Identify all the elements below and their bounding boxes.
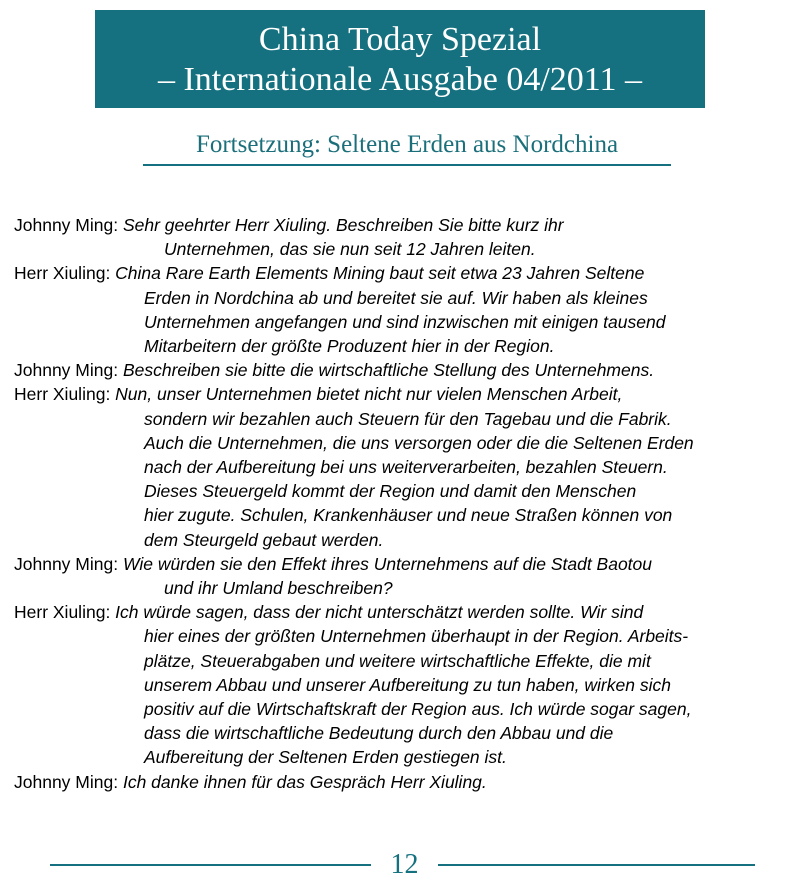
interview-entry bbox=[14, 261, 798, 358]
section-subtitle: Fortsetzung: Seltene Erden aus Nordchina bbox=[195, 131, 619, 158]
header-title-line2: – Internationale Ausgabe 04/2011 – bbox=[157, 61, 643, 98]
header-title-line1: China Today Spezial bbox=[258, 21, 542, 58]
answer-line: Unternehmen, das sie nun seit 12 Jahren leiten. bbox=[164, 239, 536, 260]
header-banner bbox=[95, 10, 705, 108]
speaker-colon: : bbox=[113, 771, 123, 792]
answer-line: Nun, unser Unternehmen bietet nicht nur vielen Menschen Arbeit, bbox=[115, 384, 623, 405]
speaker-colon: : bbox=[113, 215, 123, 235]
speaker-colon: : bbox=[105, 384, 116, 405]
speaker-name: Johnny Ming bbox=[14, 215, 114, 235]
footer-rule-right bbox=[438, 864, 755, 866]
answer-line: hier eines der größten Unternehmen überhaupt in der Region. Arbeits- bbox=[144, 626, 689, 647]
answer-line: Mitarbeitern der größte Produzent hier in der Region. bbox=[144, 336, 555, 357]
answer-line: Wie würden sie den Effekt ihres Unternehmens auf die Stadt Baotou bbox=[122, 553, 653, 574]
answer-line: dem Steurgeld gebaut werden. bbox=[144, 529, 384, 550]
speaker-name: Herr Xiuling bbox=[14, 263, 106, 284]
speaker-name: Johnny Ming bbox=[14, 360, 114, 381]
answer-line: Erden in Nordchina ab und bereitet sie auf. Wir haben als kleines bbox=[144, 287, 648, 308]
answer-line: sondern wir bezahlen auch Steuern für den Tagebau und die Fabrik. bbox=[144, 408, 672, 429]
speaker-name: Johnny Ming bbox=[14, 553, 114, 574]
answer-line: China Rare Earth Elements Mining baut seit etwa 23 Jahren Seltene bbox=[115, 263, 645, 284]
speaker-colon: : bbox=[105, 602, 116, 623]
answer-line: positiv auf die Wirtschaftskraft der Region aus. Ich würde sogar sagen, bbox=[144, 699, 692, 720]
speaker-colon: : bbox=[105, 263, 116, 284]
answer-line: unserem Abbau und unserer Aufbereitung zu tun haben, wirken sich bbox=[144, 674, 671, 695]
interview-entry bbox=[14, 382, 798, 551]
interview-dialog bbox=[14, 213, 798, 794]
answer-line: und ihr Umland beschreiben? bbox=[164, 578, 393, 599]
speaker-name: Herr Xiuling bbox=[14, 602, 106, 623]
speaker-name: Herr Xiuling bbox=[14, 384, 106, 405]
answer-line: Aufbereitung der Seltenen Erden gestiegen ist. bbox=[144, 747, 507, 768]
speaker-colon: : bbox=[113, 553, 123, 574]
answer-line: hier zugute. Schulen, Krankenhäuser und neue Straßen können von bbox=[144, 505, 673, 526]
interview-entry bbox=[14, 213, 798, 261]
answer-line: plätze, Steuerabgaben und weitere wirtschaftliche Effekte, die mit bbox=[144, 650, 651, 671]
answer-line: Beschreiben sie bitte die wirtschaftliche Stellung des Unternehmens. bbox=[122, 360, 655, 381]
interview-entry bbox=[14, 600, 798, 769]
answer-line: Auch die Unternehmen, die uns versorgen oder die die Seltenen Erden bbox=[144, 432, 694, 453]
interview-entry bbox=[14, 770, 798, 794]
answer-line: Sehr geehrter Herr Xiuling. Beschreiben Sie bitte kurz ihr bbox=[122, 215, 564, 235]
speaker-colon: : bbox=[113, 360, 123, 381]
answer-line: dass die wirtschaftliche Bedeutung durch den Abbau und die bbox=[144, 723, 614, 744]
footer-rule-left bbox=[50, 864, 371, 866]
speaker-name: Johnny Ming bbox=[14, 771, 114, 792]
answer-line: Ich würde sagen, dass der nicht unterschätzt werden sollte. Wir sind bbox=[115, 602, 644, 623]
page-number: 12 bbox=[390, 849, 419, 880]
interview-entry bbox=[14, 552, 798, 600]
answer-line: nach der Aufbereitung bei uns weiterverarbeiten, bezahlen Steuern. bbox=[144, 457, 668, 478]
answer-line: Ich danke ihnen für das Gespräch Herr Xiuling. bbox=[122, 771, 487, 792]
interview-entry bbox=[14, 358, 798, 382]
subtitle-underline bbox=[143, 164, 671, 166]
answer-line: Unternehmen angefangen und sind inzwischen mit einigen tausend bbox=[144, 311, 666, 332]
answer-line: Dieses Steuergeld kommt der Region und damit den Menschen bbox=[144, 481, 637, 502]
